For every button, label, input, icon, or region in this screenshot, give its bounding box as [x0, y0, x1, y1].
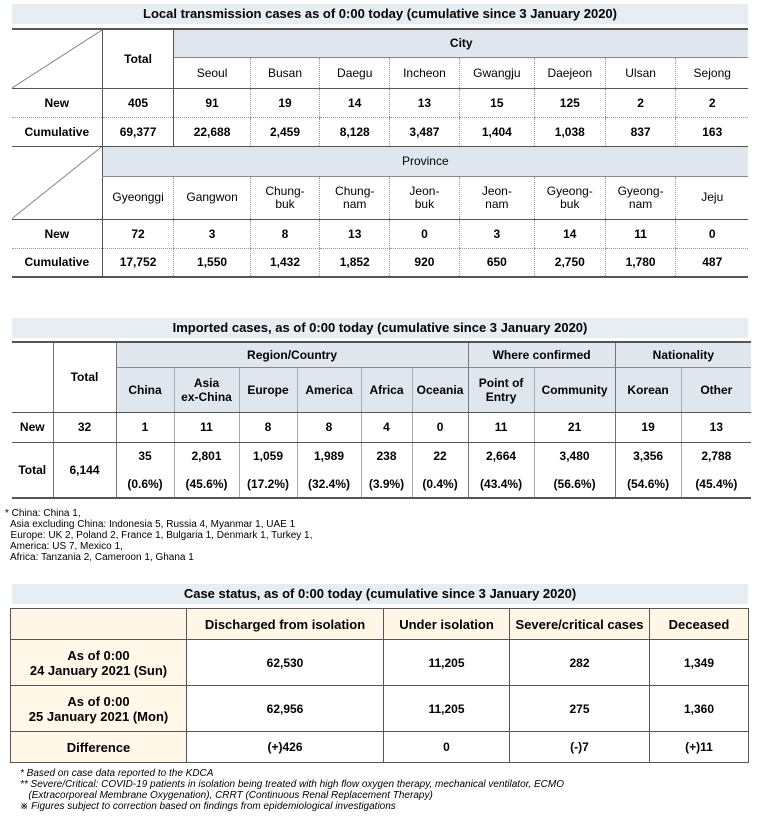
corner-cell: [12, 146, 102, 219]
status-header: Under isolation: [384, 609, 510, 640]
imported-col-header: China: [116, 367, 174, 412]
city-value: 2,459: [250, 117, 320, 146]
imported-new-value: 21: [534, 412, 615, 442]
city-name: Gwangju: [459, 57, 534, 88]
status-value: 11,205: [384, 686, 510, 732]
city-value: 8,128: [320, 117, 390, 146]
status-header: Discharged from isolation: [187, 609, 384, 640]
status-value: 11,205: [384, 640, 510, 686]
imported-total-value: 1,989: [297, 442, 361, 470]
row-label: New: [12, 219, 102, 248]
footnote-line: * Based on case data reported to the KDCA: [20, 768, 214, 779]
city-value: 1,038: [534, 117, 605, 146]
city-value: 2: [605, 88, 676, 117]
imported-title: Imported cases, as of 0:00 today (cumulative since 3 January 2020): [12, 318, 748, 338]
row-label: Cumulative: [12, 117, 102, 146]
imported-new-value: 0: [412, 412, 468, 442]
status-value: (-)7: [510, 732, 650, 763]
status-value: (+)426: [187, 732, 384, 763]
city-header: City: [174, 29, 748, 57]
imported-cases-table: [12, 341, 751, 499]
footnote-line: (Extracorporeal Membrane Oxygenation), CRRT (Continuous Renal Replacement Therapy): [20, 790, 433, 801]
province-value: 1,852: [320, 248, 390, 277]
row-label: New: [12, 88, 102, 117]
city-value: 14: [320, 88, 390, 117]
imported-total-value: 1,059: [239, 442, 297, 470]
province-value: 72: [102, 219, 174, 248]
status-value: (+)11: [650, 732, 749, 763]
imported-col-header: Other: [681, 367, 751, 412]
status-value: 1,349: [650, 640, 749, 686]
imported-col-header: Korean: [615, 367, 681, 412]
footnote-line: America: US 7, Mexico 1,: [5, 541, 123, 552]
city-value: 13: [390, 88, 460, 117]
imported-percent-value: (0.4%): [412, 470, 468, 498]
total-value: 32: [53, 412, 116, 442]
province-value: 0: [390, 219, 460, 248]
city-value: 2: [676, 88, 748, 117]
province-name: Gyeong- nam: [605, 176, 676, 219]
status-value: 275: [510, 686, 650, 732]
imported-col-header: Oceania: [412, 367, 468, 412]
city-value: 22,688: [174, 117, 250, 146]
imported-total-value: 2,664: [468, 442, 534, 470]
city-name: Ulsan: [605, 57, 676, 88]
province-value: 487: [676, 248, 748, 277]
province-name: Jeon- nam: [459, 176, 534, 219]
imported-total-row: [12, 442, 751, 470]
footnote-line: Asia excluding China: Indonesia 5, Russia 4, Myanmar 1, UAE 1: [5, 519, 296, 530]
province-value: 650: [459, 248, 534, 277]
total-header: Total: [102, 29, 174, 88]
province-value: 11: [605, 219, 676, 248]
footnote-line: * China: China 1,: [5, 508, 81, 519]
row-label: New: [12, 412, 53, 442]
nationality-header: Nationality: [615, 342, 751, 367]
province-value: 13: [320, 219, 390, 248]
imported-new-value: 13: [681, 412, 751, 442]
imported-new-value: 8: [297, 412, 361, 442]
city-name: Seoul: [174, 57, 250, 88]
province-name: Gangwon: [174, 176, 250, 219]
city-value: 15: [459, 88, 534, 117]
imported-total-value: 2,801: [174, 442, 239, 470]
row-label: Total: [18, 462, 47, 477]
city-value: 125: [534, 88, 605, 117]
imported-new-value: 11: [468, 412, 534, 442]
imported-new-value: 4: [361, 412, 412, 442]
footnote-line: ※ Figures subject to correction based on findings from epidemiological investigations: [20, 801, 396, 812]
case-status-table: [10, 608, 749, 763]
city-name: Sejong: [676, 57, 748, 88]
imported-percent-value: (3.9%): [361, 470, 412, 498]
city-value: 837: [605, 117, 676, 146]
province-name: Jeju: [676, 176, 748, 219]
imported-new-row: [12, 412, 751, 442]
province-value: 1,780: [605, 248, 676, 277]
status-value: 1,360: [650, 686, 749, 732]
footnote-line: Africa: Tanzania 2, Cameroon 1, Ghana 1: [5, 552, 194, 563]
province-value: 1,550: [174, 248, 250, 277]
status-title: Case status, as of 0:00 today (cumulative since 3 January 2020): [12, 584, 748, 604]
prov-new-row: [12, 219, 748, 248]
province-value: 14: [534, 219, 605, 248]
province-name: Gyeonggi: [102, 176, 174, 219]
corner-cell: [12, 342, 53, 412]
province-value: 1,432: [250, 248, 320, 277]
status-row: [11, 640, 749, 686]
status-header: Deceased: [650, 609, 749, 640]
status-footnotes: [20, 768, 564, 812]
where-header: Where confirmed: [468, 342, 615, 367]
imported-col-header: America: [297, 367, 361, 412]
imported-total-value: 3,356: [615, 442, 681, 470]
province-value: 0: [676, 219, 748, 248]
imported-total-value: 2,788: [681, 442, 751, 470]
status-corner: [11, 609, 187, 640]
city-name: Busan: [250, 57, 320, 88]
province-value: 17,752: [102, 248, 174, 277]
imported-footnotes: [5, 508, 312, 563]
province-value: 920: [390, 248, 460, 277]
imported-percent-value: (17.2%): [239, 470, 297, 498]
imported-new-value: 19: [615, 412, 681, 442]
imported-new-value: 8: [239, 412, 297, 442]
status-value: 62,956: [187, 686, 384, 732]
city-value: 91: [174, 88, 250, 117]
imported-col-header: Point of Entry: [468, 367, 534, 412]
imported-col-header: Asia ex-China: [174, 367, 239, 412]
local-transmission-table: [12, 28, 748, 278]
imported-total-value: 238: [361, 442, 412, 470]
imported-col-header: Africa: [361, 367, 412, 412]
status-row-label: As of 0:00 24 January 2021 (Sun): [11, 640, 187, 686]
footnote-line: ** Severe/Critical: COVID-19 patients in isolation being treated with high flow oxygen therapy, mechanical ventilator, ECMO: [20, 779, 564, 790]
status-value: 62,530: [187, 640, 384, 686]
imported-total-value: 22: [412, 442, 468, 470]
imported-col-header: Europe: [239, 367, 297, 412]
prov-cumulative-row: [12, 248, 748, 277]
province-name: Jeon- buk: [390, 176, 460, 219]
imported-percent-value: (45.6%): [174, 470, 239, 498]
total-value: 405: [102, 88, 174, 117]
city-name: Incheon: [390, 57, 460, 88]
city-new-row: [12, 88, 748, 117]
status-header: Severe/critical cases: [510, 609, 650, 640]
city-value: 163: [676, 117, 748, 146]
province-value: 2,750: [534, 248, 605, 277]
total-header: Total: [53, 342, 116, 412]
imported-total-value: 35: [116, 442, 174, 470]
status-row-label: As of 0:00 25 January 2021 (Mon): [11, 686, 187, 732]
province-name: Chung- buk: [250, 176, 320, 219]
status-row: [11, 686, 749, 732]
province-name: Chung- nam: [320, 176, 390, 219]
imported-new-value: 11: [174, 412, 239, 442]
footnote-line: Europe: UK 2, Poland 2, France 1, Bulgaria 1, Denmark 1, Turkey 1,: [5, 530, 313, 541]
imported-percent-value: (54.6%): [615, 470, 681, 498]
imported-percent-value: (0.6%): [116, 470, 174, 498]
city-value: 1,404: [459, 117, 534, 146]
total-value: 69,377: [102, 117, 174, 146]
city-value: 3,487: [390, 117, 460, 146]
status-value: 0: [384, 732, 510, 763]
imported-new-value: 1: [116, 412, 174, 442]
row-label: Cumulative: [24, 255, 90, 270]
imported-total-value: 3,480: [534, 442, 615, 470]
province-name: Gyeong- buk: [534, 176, 605, 219]
local-title: Local transmission cases as of 0:00 today (cumulative since 3 January 2020): [12, 4, 748, 24]
city-cumulative-row: [12, 117, 748, 146]
province-value: 8: [250, 219, 320, 248]
corner-cell: [12, 29, 102, 88]
imported-percent-value: (45.4%): [681, 470, 751, 498]
imported-percent-value: (43.4%): [468, 470, 534, 498]
status-row: [11, 732, 749, 763]
total-value: 6,144: [53, 442, 116, 498]
province-header: Province: [102, 146, 748, 176]
imported-col-header: Community: [534, 367, 615, 412]
imported-percent-value: (56.6%): [534, 470, 615, 498]
city-name: Daejeon: [534, 57, 605, 88]
region-header: Region/Country: [116, 342, 468, 367]
status-row-label: Difference: [11, 732, 187, 763]
status-value: 282: [510, 640, 650, 686]
imported-percent-value: (32.4%): [297, 470, 361, 498]
city-value: 19: [250, 88, 320, 117]
province-value: 3: [174, 219, 250, 248]
city-name: Daegu: [320, 57, 390, 88]
province-value: 3: [459, 219, 534, 248]
